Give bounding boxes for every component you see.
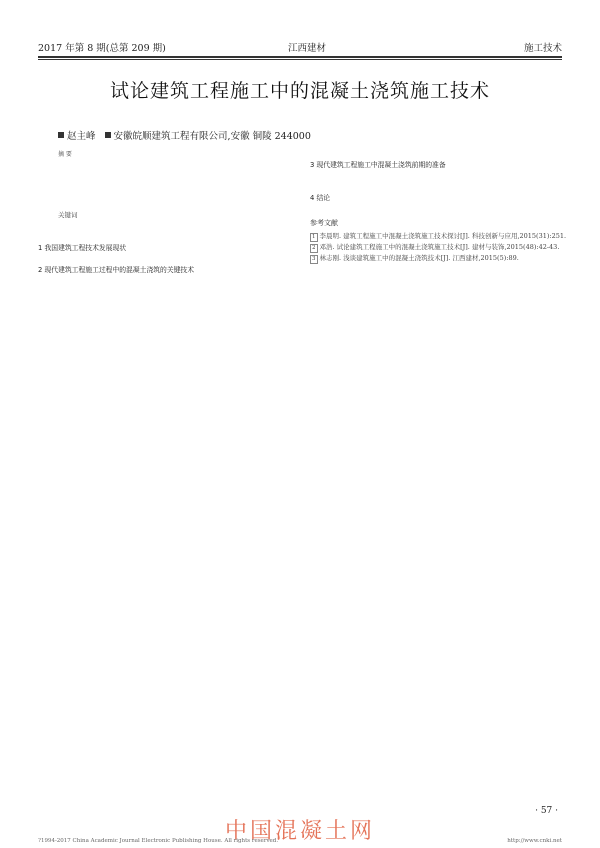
reference-text: 李晨明. 建筑工程施工中混凝土浇筑施工技术探讨[J]. 科技创新与应用,2015(31):251. xyxy=(319,231,567,240)
paragraph xyxy=(38,309,300,318)
running-head xyxy=(38,40,562,54)
section-name: 施工技术 xyxy=(523,43,562,54)
article-title: 试论建筑工程施工中的混凝土浇筑施工技术 xyxy=(109,80,490,102)
paragraph xyxy=(38,276,300,285)
paragraph xyxy=(38,222,300,231)
section-heading: 4 结论 xyxy=(310,193,331,202)
abstract-label: 摘 要 xyxy=(58,151,72,158)
author-line xyxy=(58,128,311,142)
copyright-footer xyxy=(38,838,562,844)
copyright-text: ?1994-2017 China Academic Journal Electronic Publishing House. All rights reserved. xyxy=(38,838,279,844)
reference-item xyxy=(310,242,572,253)
reference-number: 1 xyxy=(312,233,316,240)
bullet-square-icon xyxy=(58,132,64,138)
section-heading: 1 我国建筑工程技术发展现状 xyxy=(38,244,127,252)
page-number: · 57 · xyxy=(535,806,558,816)
author-affiliation: 安徽皖顺建筑工程有限公司,安徽 铜陵 244000 xyxy=(113,131,311,142)
reference-item xyxy=(310,253,572,264)
section-heading: 2 现代建筑工程施工过程中的混凝土浇筑的关键技术 xyxy=(38,265,195,274)
paragraph xyxy=(310,150,572,159)
header-rule xyxy=(38,56,562,58)
paragraph xyxy=(38,233,300,242)
cnki-url: http://www.cnki.net xyxy=(507,838,562,844)
reference-item xyxy=(310,231,572,242)
header-rule-thin xyxy=(38,59,562,60)
left-column xyxy=(38,222,300,320)
reference-text: 邓浩. 试论建筑工程施工中的混凝土浇筑施工技术[J]. 建材与装饰,2015(48):42-43. xyxy=(319,242,560,251)
paragraph xyxy=(38,287,300,296)
journal-name: 江西建材 xyxy=(288,43,327,54)
reference-text: 林志刚. 浅谈建筑施工中的混凝土浇筑技术[J]. 江西建材,2015(5):89. xyxy=(319,253,519,262)
issue-info: 2017 年第 8 期(总第 209 期) xyxy=(38,43,166,54)
references-title: 参考文献 xyxy=(310,219,338,228)
paragraph xyxy=(310,204,572,213)
paragraph xyxy=(310,172,572,181)
keywords-label: 关键词 xyxy=(58,211,78,219)
watermark: 中国混凝土网 xyxy=(224,819,375,844)
author-name: 赵主峰 xyxy=(67,131,96,142)
section-heading: 3 现代建筑工程施工中混凝土浇筑前期的准备 xyxy=(310,161,446,169)
paragraph xyxy=(38,298,300,307)
paragraph xyxy=(38,255,300,264)
bullet-square-icon xyxy=(105,132,111,138)
reference-number: 3 xyxy=(312,255,316,262)
reference-number: 2 xyxy=(312,244,316,251)
paragraph xyxy=(310,183,572,192)
right-column xyxy=(310,150,572,264)
